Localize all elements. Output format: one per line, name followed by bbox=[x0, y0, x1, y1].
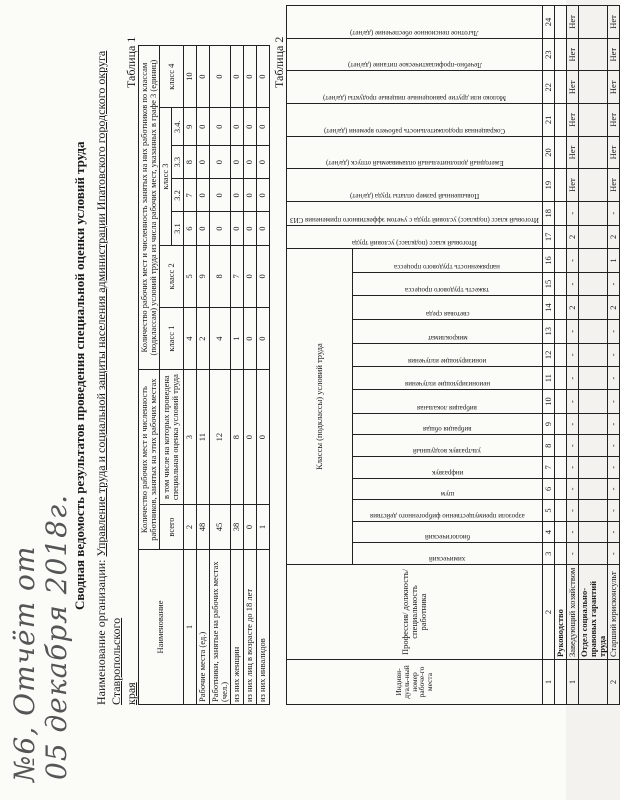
t2-cell: - bbox=[566, 272, 578, 296]
t1-cell: 0 bbox=[209, 212, 230, 245]
t1-cell: 8 bbox=[230, 370, 243, 505]
t1-cell: 0 bbox=[209, 179, 230, 212]
t2-colnum: 24 bbox=[542, 6, 554, 39]
t2-cell bbox=[554, 249, 566, 273]
t1-colnum: 10 bbox=[183, 46, 196, 108]
t1-head-name: Наименование bbox=[139, 550, 184, 705]
t2-factor-header bbox=[287, 6, 543, 39]
t2-colnum: 8 bbox=[542, 435, 554, 457]
t1-cell: 0 bbox=[196, 179, 209, 212]
t1-head-class1: класс 1 bbox=[159, 307, 183, 369]
t1-colnum: 2 bbox=[183, 505, 196, 550]
t2-factor-label: Сокращенная продолжительность рабочего времени (да/нет) bbox=[323, 126, 506, 135]
t2-head-classes: Классы (подклассы) условий труда bbox=[287, 249, 353, 565]
t2-cell bbox=[578, 38, 608, 71]
summary-table bbox=[138, 45, 270, 705]
t2-cell bbox=[578, 521, 608, 543]
t2-cell: Нет bbox=[608, 104, 620, 137]
handwritten-note-line2: 05 декабря 2018г. bbox=[40, 493, 73, 780]
t1-colnum: 6 bbox=[183, 212, 196, 245]
t1-cell: 0 bbox=[243, 245, 256, 307]
t2-cell bbox=[578, 457, 608, 479]
t2-cell: - bbox=[566, 249, 578, 273]
t2-row-id bbox=[578, 660, 608, 705]
t1-colnum: 3 bbox=[183, 370, 196, 505]
t2-factor-label: Повышенный размер оплаты труда (да/нет) bbox=[349, 191, 480, 200]
t2-cell: Нет bbox=[566, 104, 578, 137]
t2-factor-header bbox=[287, 225, 543, 249]
t2-cell: - bbox=[608, 521, 620, 543]
t1-cell: 0 bbox=[230, 46, 243, 108]
t1-row-label: из них лиц в возрасте до 18 лет bbox=[243, 550, 256, 705]
t2-cell bbox=[554, 500, 566, 522]
t1-head-done: в том числе на которых проведена специальная оценка условий труда bbox=[159, 370, 183, 505]
t1-cell: 38 bbox=[230, 505, 243, 550]
t2-cell: Нет bbox=[608, 136, 620, 169]
t1-row-label: из них женщин bbox=[230, 550, 243, 705]
t1-column-numbers bbox=[183, 46, 196, 705]
t1-cell: 0 bbox=[230, 212, 243, 245]
t1-cell: 1 bbox=[230, 307, 243, 369]
t1-row bbox=[196, 46, 209, 705]
t2-factor-header bbox=[287, 201, 543, 225]
t2-cell: - bbox=[566, 478, 578, 500]
t2-cell bbox=[578, 169, 608, 202]
t2-factor-header bbox=[287, 136, 543, 169]
t2-cell bbox=[578, 296, 608, 320]
t1-cell: 0 bbox=[243, 179, 256, 212]
t1-cell: 8 bbox=[209, 245, 230, 307]
t2-cell bbox=[554, 457, 566, 479]
t2-colnum: 17 bbox=[542, 225, 554, 249]
t2-colnum: 5 bbox=[542, 500, 554, 522]
t2-colnum: 19 bbox=[542, 169, 554, 202]
t2-row-id: 1 bbox=[566, 660, 578, 705]
t2-colnum: 15 bbox=[542, 272, 554, 296]
t1-cell: 0 bbox=[209, 108, 230, 146]
t2-cell bbox=[554, 367, 566, 390]
t1-colnum: 4 bbox=[183, 307, 196, 369]
t2-cell: - bbox=[608, 457, 620, 479]
t2-cell bbox=[578, 249, 608, 273]
t2-row bbox=[578, 6, 608, 705]
t2-cell: - bbox=[566, 390, 578, 414]
t1-cell: 0 bbox=[209, 46, 230, 108]
t2-factor-header bbox=[287, 169, 543, 202]
t2-factor-header bbox=[352, 343, 542, 367]
t1-cell: 0 bbox=[230, 146, 243, 179]
t2-cell: - bbox=[566, 457, 578, 479]
table1-caption: Таблица 1 bbox=[124, 36, 138, 88]
t2-cell: - bbox=[566, 521, 578, 543]
organization-line bbox=[94, 15, 139, 705]
t2-cell bbox=[578, 201, 608, 225]
t2-cell: Нет bbox=[566, 6, 578, 39]
t1-cell: 0 bbox=[256, 179, 269, 212]
t2-cell bbox=[578, 543, 608, 565]
t2-cell bbox=[554, 71, 566, 104]
t2-body bbox=[554, 6, 620, 705]
t2-cell: 2 bbox=[566, 225, 578, 249]
t1-cell: 0 bbox=[243, 46, 256, 108]
t2-cell bbox=[554, 478, 566, 500]
t2-cell bbox=[578, 367, 608, 390]
t2-colnum: 20 bbox=[542, 136, 554, 169]
t2-factor-header bbox=[352, 367, 542, 390]
t2-cell bbox=[554, 272, 566, 296]
t2-factor-label: ультразвук воздушный bbox=[413, 447, 482, 456]
t1-cell: 0 bbox=[243, 212, 256, 245]
t2-factor-label: вибрация локальная bbox=[417, 403, 478, 412]
t2-factor-label: тяжесть трудового процесса bbox=[405, 286, 490, 295]
t1-cell: 0 bbox=[243, 370, 256, 505]
t2-colnum: 3 bbox=[542, 543, 554, 565]
t1-cell: 4 bbox=[209, 307, 230, 369]
t2-colnum: 4 bbox=[542, 521, 554, 543]
t2-factor-header bbox=[352, 457, 542, 479]
t2-row bbox=[566, 6, 578, 705]
t2-factor-label: Ежегодный дополнительный оплачиваемый отпуск (да/нет) bbox=[325, 159, 504, 168]
t2-cell bbox=[554, 225, 566, 249]
t2-cell: Нет bbox=[566, 38, 578, 71]
t2-colnum: 9 bbox=[542, 413, 554, 435]
t1-cell: 0 bbox=[256, 245, 269, 307]
t2-factor-header bbox=[352, 413, 542, 435]
t1-colnum: 9 bbox=[183, 108, 196, 146]
t2-factor-header bbox=[352, 296, 542, 320]
t1-head-classes: Количество рабочих мест и численность занятых на них работников по классам (подклассам) условий труда из числа рабочих мест, указанных в графе 3 (единиц) bbox=[139, 46, 160, 370]
t2-cell bbox=[554, 38, 566, 71]
t1-cell: 0 bbox=[256, 108, 269, 146]
t2-cell bbox=[578, 390, 608, 414]
t1-cell: 0 bbox=[209, 146, 230, 179]
t2-cell: - bbox=[608, 543, 620, 565]
t2-head-id: Индиви-дуаль-ный номер рабоче-го места bbox=[287, 660, 543, 705]
document-title: Сводная ведомость результатов проведения специальной оценки условий труда bbox=[72, 141, 87, 610]
t1-colnum: 1 bbox=[183, 550, 196, 705]
t2-cell bbox=[578, 478, 608, 500]
t2-cell bbox=[554, 435, 566, 457]
t1-head-class3: класс 3 bbox=[159, 108, 171, 245]
t2-row-profession: Заведующий хозяйством bbox=[566, 565, 578, 660]
t2-colnum: 23 bbox=[542, 38, 554, 71]
t2-colnum: 16 bbox=[542, 249, 554, 273]
t2-cell bbox=[578, 136, 608, 169]
t1-cell: 2 bbox=[196, 307, 209, 369]
t2-cell: - bbox=[608, 343, 620, 367]
t2-column-numbers bbox=[542, 6, 554, 705]
t1-sub-3-3: 3.3 bbox=[171, 146, 183, 179]
t2-cell bbox=[554, 296, 566, 320]
t2-row-profession: Отдел социально-правовых гарантий труда bbox=[578, 565, 608, 660]
t1-row-label: Работники, занятые на рабочих местах (чел.) bbox=[209, 550, 230, 705]
t2-factor-header bbox=[287, 104, 543, 137]
t2-factor-label: инфразвук bbox=[431, 468, 464, 477]
t1-colnum: 8 bbox=[183, 146, 196, 179]
t2-colnum: 14 bbox=[542, 296, 554, 320]
t1-sub-3-1: 3.1 bbox=[171, 212, 183, 245]
t1-cell: 12 bbox=[209, 370, 230, 505]
t1-cell: 0 bbox=[243, 505, 256, 550]
t2-colnum: 2 bbox=[542, 565, 554, 660]
t2-cell: - bbox=[608, 413, 620, 435]
t2-factor-label: Итоговый класс (подкласс) условий труда bbox=[352, 239, 477, 248]
t2-cell bbox=[578, 435, 608, 457]
t2-cell bbox=[554, 543, 566, 565]
t2-colnum: 11 bbox=[542, 367, 554, 390]
t2-row bbox=[554, 6, 566, 705]
t2-factor-label: ионизирующие излучения bbox=[408, 357, 487, 366]
t2-cell: - bbox=[566, 413, 578, 435]
t2-colnum: 1 bbox=[542, 660, 554, 705]
t2-factor-header bbox=[352, 272, 542, 296]
t2-cell bbox=[554, 343, 566, 367]
t2-factor-header bbox=[352, 249, 542, 273]
t2-cell: - bbox=[608, 319, 620, 343]
t1-cell: 11 bbox=[196, 370, 209, 505]
t2-cell: - bbox=[566, 543, 578, 565]
t2-cell bbox=[578, 343, 608, 367]
t1-cell: 48 bbox=[196, 505, 209, 550]
t1-cell: 0 bbox=[196, 146, 209, 179]
t2-factor-header bbox=[352, 543, 542, 565]
t2-cell: - bbox=[566, 367, 578, 390]
t2-colnum: 18 bbox=[542, 201, 554, 225]
t2-factor-label: вибрация общая bbox=[423, 425, 472, 434]
t2-cell: - bbox=[608, 367, 620, 390]
t2-colnum: 22 bbox=[542, 71, 554, 104]
t2-factor-label: химический bbox=[429, 555, 466, 563]
t1-cell: 0 bbox=[256, 307, 269, 369]
t2-cell bbox=[578, 71, 608, 104]
t1-colnum: 5 bbox=[183, 245, 196, 307]
t2-row-id bbox=[554, 660, 566, 705]
t2-cell: 2 bbox=[608, 296, 620, 320]
organization-label: Наименование организации: bbox=[94, 559, 108, 705]
t2-factor-header bbox=[287, 71, 543, 104]
t2-row-id: 2 bbox=[608, 660, 620, 705]
t1-cell: 0 bbox=[256, 46, 269, 108]
t2-colnum: 13 bbox=[542, 319, 554, 343]
t2-cell bbox=[554, 169, 566, 202]
t2-cell bbox=[578, 500, 608, 522]
organization-name-cont: края bbox=[124, 682, 138, 705]
t1-cell: 1 bbox=[256, 505, 269, 550]
t2-cell: - bbox=[608, 201, 620, 225]
t2-cell: 2 bbox=[566, 296, 578, 320]
t2-cell: - bbox=[566, 201, 578, 225]
t1-sub-3-4: 3.4. bbox=[171, 108, 183, 146]
t2-head-profession: Профессия/ должность/ специальность работника bbox=[287, 565, 543, 660]
t2-cell: - bbox=[608, 435, 620, 457]
t2-factor-header bbox=[352, 435, 542, 457]
t1-cell: 0 bbox=[196, 108, 209, 146]
t2-cell bbox=[578, 225, 608, 249]
t1-row-label: из них инвалидов bbox=[256, 550, 269, 705]
t2-colnum: 10 bbox=[542, 390, 554, 414]
t1-colnum: 7 bbox=[183, 179, 196, 212]
t2-cell: - bbox=[608, 478, 620, 500]
t2-cell bbox=[554, 319, 566, 343]
t2-factor-header bbox=[287, 38, 543, 71]
t1-cell: 0 bbox=[196, 212, 209, 245]
t2-cell bbox=[554, 390, 566, 414]
t1-row bbox=[243, 46, 256, 705]
t2-cell bbox=[554, 413, 566, 435]
t1-head-count: Количество рабочих мест и численность работников, занятых на этих рабочих местах bbox=[139, 370, 160, 550]
t2-factor-label: Льготное пенсионное обеспечение (да/нет) bbox=[350, 28, 479, 37]
t2-factor-label: шум bbox=[440, 490, 454, 499]
t1-cell: 0 bbox=[196, 46, 209, 108]
t2-row bbox=[608, 6, 620, 705]
t2-cell bbox=[578, 104, 608, 137]
workplaces-table bbox=[286, 5, 620, 705]
t2-cell: 2 bbox=[608, 225, 620, 249]
t2-cell: Нет bbox=[608, 6, 620, 39]
t2-colnum: 6 bbox=[542, 478, 554, 500]
t1-cell: 0 bbox=[230, 108, 243, 146]
t2-cell: Нет bbox=[608, 169, 620, 202]
t2-cell bbox=[554, 201, 566, 225]
t2-factor-header bbox=[352, 500, 542, 522]
t2-factor-label: световая среда bbox=[425, 309, 470, 318]
t2-cell bbox=[578, 319, 608, 343]
t2-factor-label: биологический bbox=[424, 533, 470, 542]
t2-cell: - bbox=[566, 319, 578, 343]
t1-cell: 0 bbox=[256, 212, 269, 245]
t1-row bbox=[209, 46, 230, 705]
t1-head-total: всего bbox=[159, 505, 183, 550]
t2-cell: - bbox=[608, 272, 620, 296]
t2-factor-label: напряженность трудового процесса bbox=[394, 262, 501, 271]
t1-cell: 0 bbox=[256, 146, 269, 179]
t2-row-profession: Руководство bbox=[554, 565, 566, 660]
t2-factor-header bbox=[352, 390, 542, 414]
t1-cell: 0 bbox=[243, 146, 256, 179]
handwritten-note-line1: №6, Отчёт от bbox=[8, 545, 41, 782]
t1-row bbox=[256, 46, 269, 705]
t2-factor-header bbox=[352, 319, 542, 343]
t1-head-class2: класс 2 bbox=[159, 245, 183, 307]
t2-row-profession: Старший юрисконсульт bbox=[608, 565, 620, 660]
t2-colnum: 7 bbox=[542, 457, 554, 479]
t1-cell: 0 bbox=[230, 179, 243, 212]
t1-cell: 0 bbox=[243, 108, 256, 146]
t2-colnum: 12 bbox=[542, 343, 554, 367]
t1-row-label: Рабочие места (ед.) bbox=[196, 550, 209, 705]
t1-cell: 9 bbox=[196, 245, 209, 307]
t1-sub-3-2: 3.2 bbox=[171, 179, 183, 212]
t2-cell: - bbox=[608, 500, 620, 522]
t1-cell: 7 bbox=[230, 245, 243, 307]
t2-cell bbox=[578, 413, 608, 435]
t2-cell: Нет bbox=[608, 38, 620, 71]
t1-cell: 0 bbox=[243, 307, 256, 369]
t2-factor-label: микроклимат bbox=[427, 333, 468, 342]
t2-cell: - bbox=[566, 435, 578, 457]
t1-body bbox=[196, 46, 269, 705]
t2-colnum: 21 bbox=[542, 104, 554, 137]
t2-factor-label: аэрозоли преимущественно фиброгенного действия bbox=[370, 511, 525, 520]
t2-factor-label: Молоко или другие равноценные пищевые продукты (да/нет) bbox=[322, 94, 506, 103]
t2-cell bbox=[554, 136, 566, 169]
t2-cell: - bbox=[608, 390, 620, 414]
t2-cell: - bbox=[566, 500, 578, 522]
t2-cell bbox=[578, 272, 608, 296]
organization-name: Управление труда и социальной защиты населения администрации Ипатовского городского округа Ставропольского bbox=[94, 50, 123, 705]
t2-cell: Нет bbox=[566, 136, 578, 169]
t2-cell bbox=[554, 6, 566, 39]
t2-cell: Нет bbox=[566, 169, 578, 202]
t2-cell bbox=[554, 104, 566, 137]
table2-caption: Таблица 2 bbox=[272, 36, 286, 88]
t2-factor-header bbox=[352, 521, 542, 543]
t1-cell: 45 bbox=[209, 505, 230, 550]
t2-cell: Нет bbox=[608, 71, 620, 104]
t2-factor-label: Итоговый класс (подкласс) условий труда с учетом эффективного применения СИЗ bbox=[290, 215, 539, 224]
t2-factor-header bbox=[352, 478, 542, 500]
t1-cell: 0 bbox=[256, 370, 269, 505]
t2-cell: - bbox=[566, 343, 578, 367]
t1-row bbox=[230, 46, 243, 705]
t2-cell: Нет bbox=[566, 71, 578, 104]
t1-head-class4: класс 4 bbox=[159, 46, 183, 108]
t2-factor-label: неионизирующие излучения bbox=[404, 380, 490, 389]
t2-factor-label: Лечебно-профилактическое питание (да/нет) bbox=[347, 61, 482, 70]
t2-cell bbox=[578, 6, 608, 39]
t2-cell: 1 bbox=[608, 249, 620, 273]
t2-cell bbox=[554, 521, 566, 543]
